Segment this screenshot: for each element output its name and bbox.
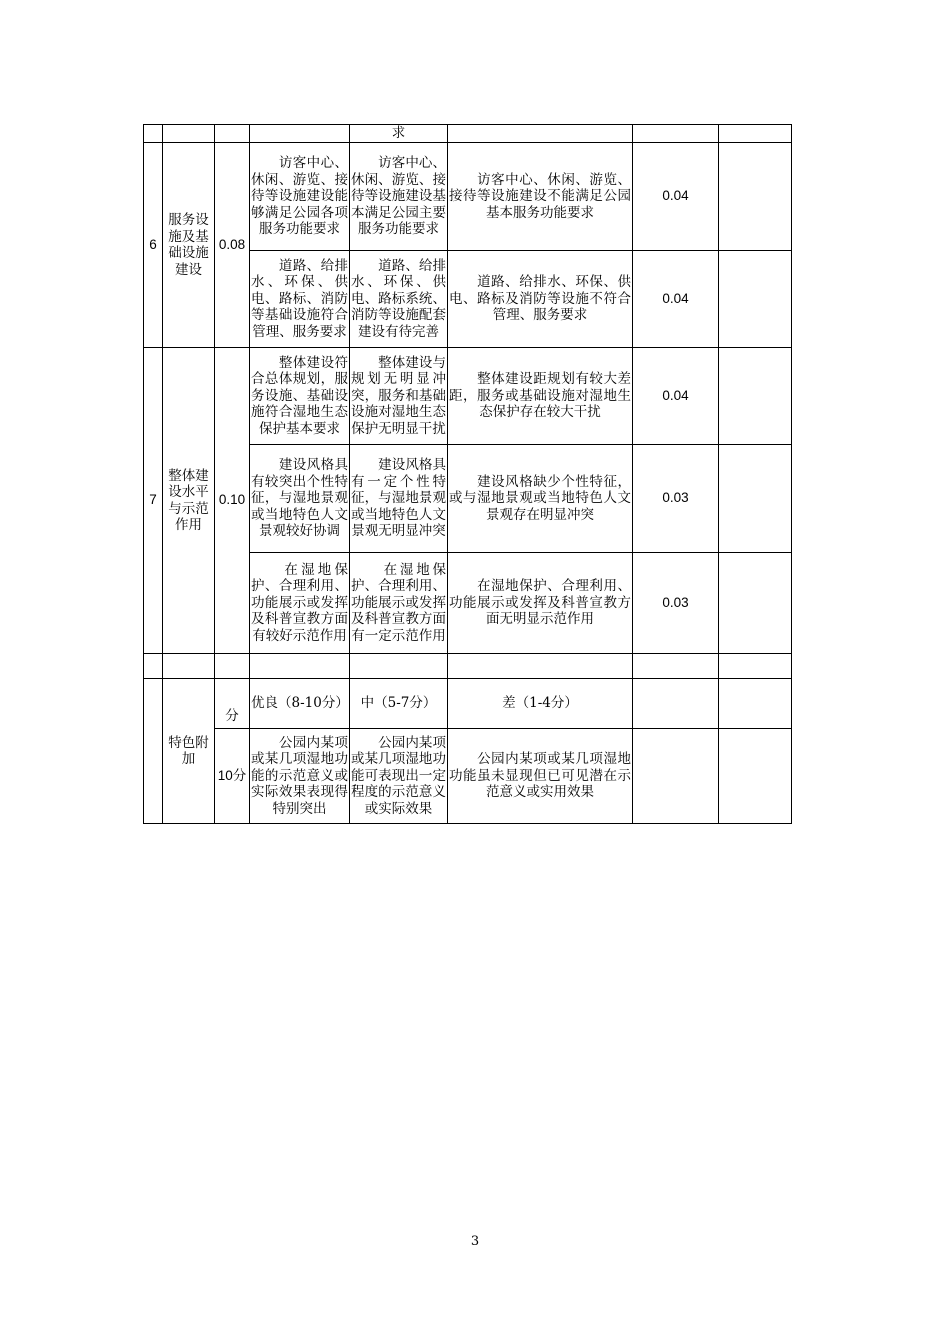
remarks-cell [719,348,792,445]
medium-criteria-cell: 访客中心、休闲、游览、接待等设施建设基本满足公园主要服务功能要求 [350,143,448,251]
cell-blank [250,654,350,679]
poor-criteria-cell: 道路、给排水、环保、供电、路标及消防等设施不符合管理、服务要求 [448,251,633,348]
medium-criteria-cell: 公园内某项或某几项湿地功能可表现出一定程度的示范意义或实际效果 [350,729,448,824]
table-row [144,348,792,445]
poor-criteria-cell: 在湿地保护、合理利用、功能展示或发挥及科普宣教方面无明显示范作用 [448,553,633,654]
good-criteria-cell: 建设风格具有较突出个性特征，与湿地景观或当地特色人文景观较好协调 [250,445,350,553]
score-cell: 0.04 [633,348,719,445]
medium-criteria-cell: 建设风格具有一定个性特征，与湿地景观或当地特色人文景观无明显冲突 [350,445,448,553]
remarks-cell [719,679,792,729]
evaluation-table [143,124,792,824]
remarks-cell [719,729,792,824]
evaluation-item: 整体建设水平与示范作用 [163,348,215,654]
remarks-cell [719,445,792,553]
table-row [144,729,792,824]
poor-criteria-cell: 公园内某项或某几项湿地功能虽未显现但已可见潜在示范意义或实用效果 [448,729,633,824]
good-grade-header: 优良（8-10分） [250,679,350,729]
cell-blank [350,654,448,679]
medium-criteria-cell: 求 [350,125,448,143]
cell-blank [719,654,792,679]
cell-blank [144,679,163,824]
bonus-points: 10分 [215,729,250,824]
remarks-cell [719,143,792,251]
good-criteria-cell: 访客中心、休闲、游览、接待等设施建设能够满足公园各项服务功能要求 [250,143,350,251]
table-row [144,143,792,251]
remarks-cell [719,553,792,654]
cell-blank [633,654,719,679]
table-row [144,654,792,679]
cell-blank [215,125,250,143]
cell-blank [163,654,215,679]
good-criteria-cell: 道路、给排水、环保、供电、路标、消防等基础设施符合管理、服务要求 [250,251,350,348]
table-row [144,125,792,143]
medium-grade-header: 中（5-7分） [350,679,448,729]
remarks-cell [719,125,792,143]
evaluation-item: 特色附加 [163,679,215,824]
cell-blank [448,654,633,679]
good-criteria-cell: 在湿地保护、合理利用、功能展示或发挥及科普宣教方面有较好示范作用 [250,553,350,654]
score-cell: 0.03 [633,445,719,553]
good-criteria-cell: 公园内某项或某几项湿地功能的示范意义或实际效果表现得特别突出 [250,729,350,824]
poor-criteria-cell: 整体建设距规划有较大差距，服务或基础设施对湿地生态保护存在较大干扰 [448,348,633,445]
poor-criteria-cell: 访客中心、休闲、游览、接待等设施建设不能满足公园基本服务功能要求 [448,143,633,251]
cell-blank [215,654,250,679]
evaluation-item: 服务设施及基础设施建设 [163,143,215,348]
good-criteria-cell [250,125,350,143]
poor-criteria-cell: 建设风格缺少个性特征，或与湿地景观或当地特色人文景观存在明显冲突 [448,445,633,553]
page-number: 3 [470,1234,480,1249]
good-criteria-cell: 整体建设符合总体规划，服务设施、基础设施符合湿地生态保护基本要求 [250,348,350,445]
remarks-cell [719,251,792,348]
item-number: 6 [144,143,163,348]
item-number: 7 [144,348,163,654]
medium-criteria-cell: 整体建设与规划无明显冲突，服务和基础设施对湿地生态保护无明显干扰 [350,348,448,445]
score-cell [633,125,719,143]
score-cell: 0.03 [633,553,719,654]
cell-blank [163,125,215,143]
cell-blank [633,679,719,729]
poor-criteria-cell [448,125,633,143]
score-cell: 0.04 [633,143,719,251]
score-cell: 0.04 [633,251,719,348]
bonus-unit: 分 [215,679,250,729]
poor-grade-header: 差（1-4分） [448,679,633,729]
item-weight: 0.10 [215,348,250,654]
medium-criteria-cell: 在湿地保护、合理利用、功能展示或发挥及科普宣教方面有一定示范作用 [350,553,448,654]
cell-blank [144,654,163,679]
cell-blank [144,125,163,143]
table-row [144,679,792,729]
medium-criteria-cell: 道路、给排水、环保、供电、路标系统、消防等设施配套建设有待完善 [350,251,448,348]
cell-blank [633,729,719,824]
item-weight: 0.08 [215,143,250,348]
